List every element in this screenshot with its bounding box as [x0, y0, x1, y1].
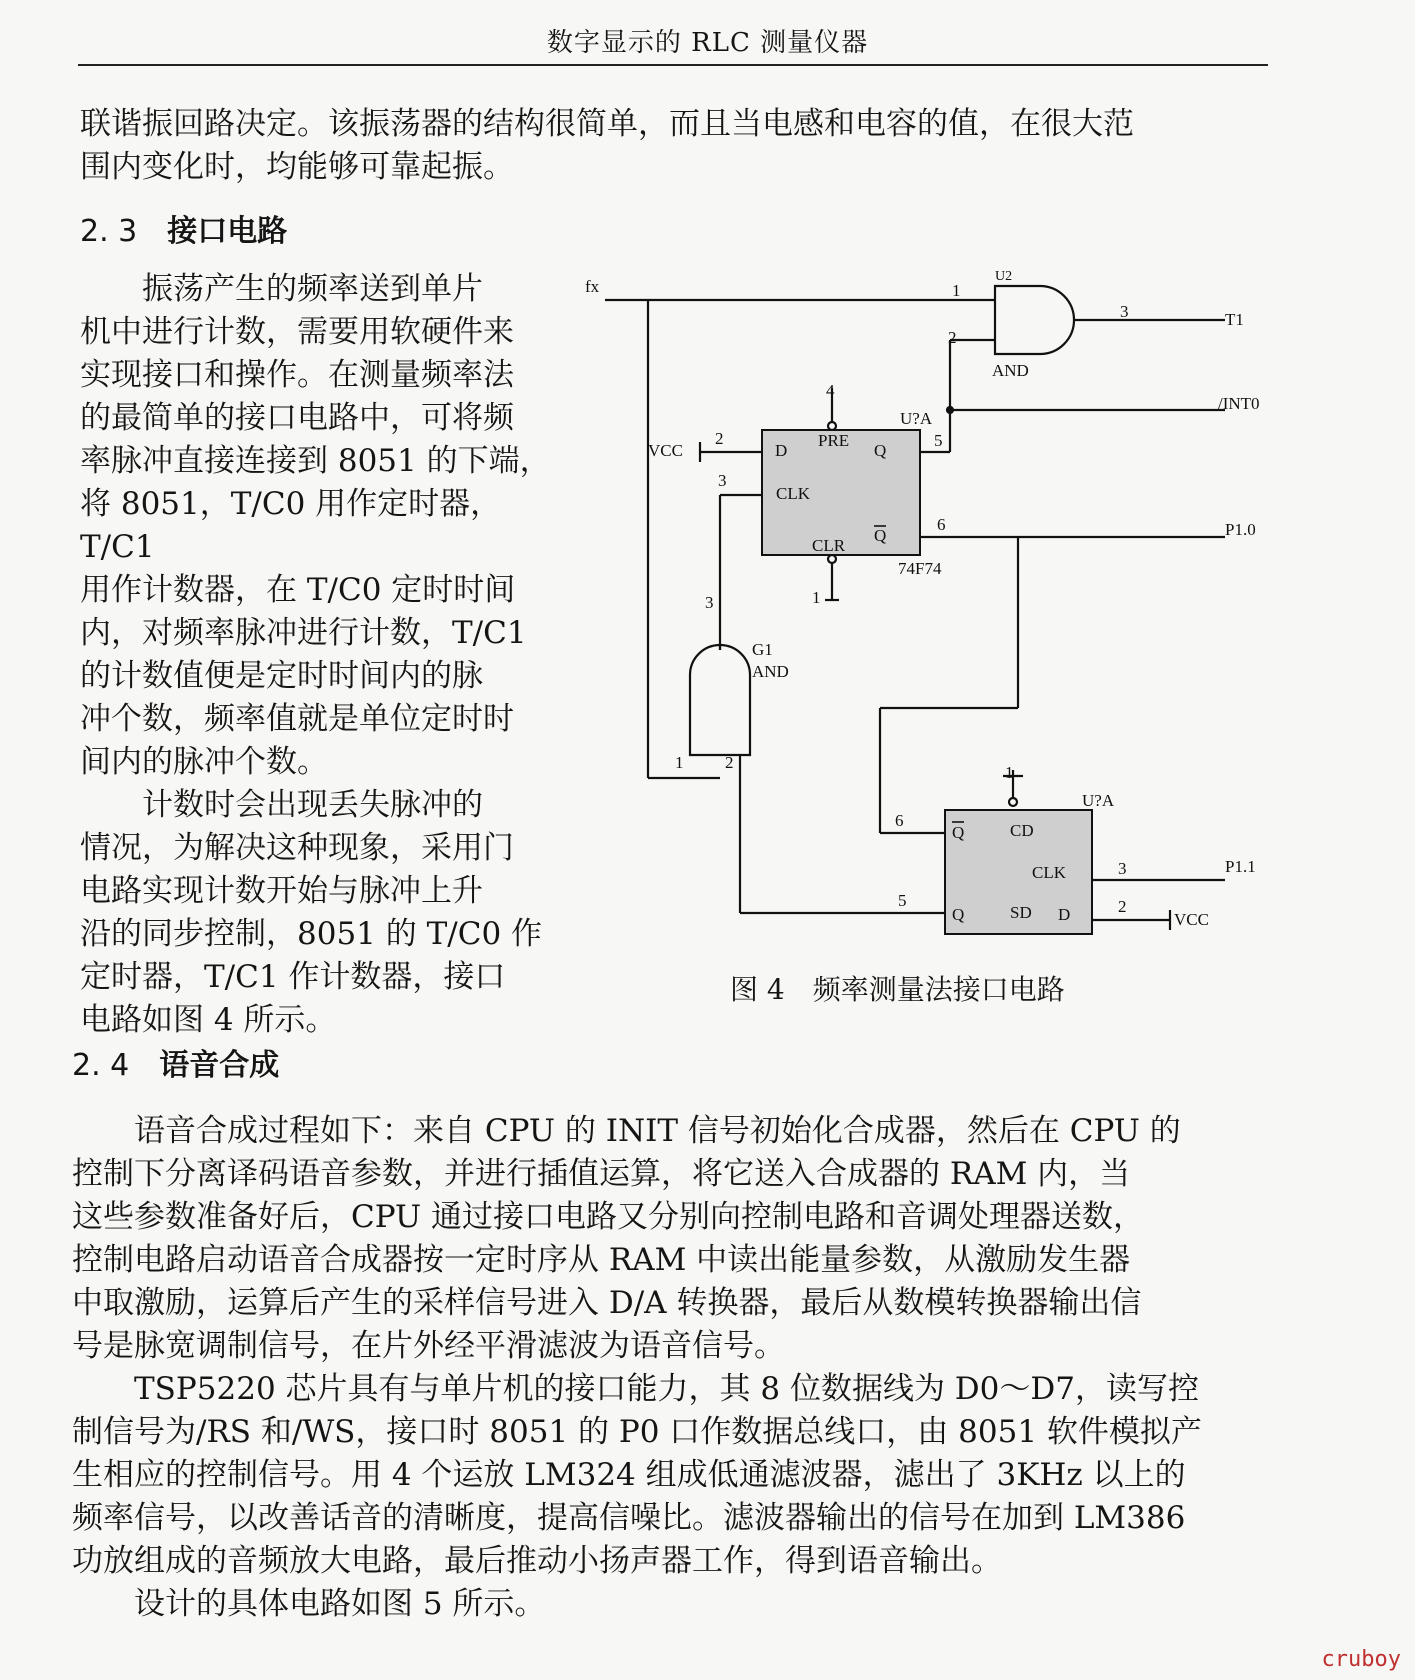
- part-label: G1: [752, 640, 773, 659]
- section-2-3-body: [80, 268, 560, 1042]
- pin-label: CLK: [776, 484, 810, 503]
- pin-number: 4: [826, 381, 835, 400]
- section-number: 2. 4: [72, 1048, 130, 1083]
- text-line: 将 8051，T/C0 用作定时器，T/C1: [80, 486, 502, 565]
- signal-label: /INT0: [1218, 394, 1260, 413]
- running-header: 数字显示的 RLC 测量仪器: [546, 28, 869, 58]
- text-line: 号是脉宽调制信号，在片外经平滑滤波为语音信号。: [72, 1328, 785, 1364]
- pin-number: 5: [934, 431, 943, 450]
- pin-number: 1: [675, 753, 684, 772]
- pin-number: 3: [1118, 859, 1127, 878]
- pin-label: D: [1058, 905, 1071, 924]
- section-heading-2-4: [72, 1040, 279, 1084]
- pin-label: Q: [952, 823, 965, 842]
- paragraph: [72, 1110, 1272, 1368]
- pin-number: 3: [705, 593, 714, 612]
- section-title: 语音合成: [159, 1048, 280, 1083]
- text-line: 语音合成过程如下：来自 CPU 的 INIT 信号初始化合成器，然后在 CPU 的: [134, 1113, 1181, 1149]
- text-line: 间内的脉冲个数。: [80, 744, 328, 780]
- text-line: 内，对频率脉冲进行计数，T/C1: [80, 615, 527, 651]
- pin-label: Q: [874, 441, 887, 460]
- text-line: 电路实现计数开始与脉冲上升: [80, 873, 483, 909]
- signal-label: P1.0: [1225, 520, 1256, 539]
- pin-label: CD: [1010, 821, 1034, 840]
- gate-type-label: AND: [992, 361, 1029, 380]
- text-line: 沿的同步控制，8051 的 T/C0 作: [80, 916, 543, 952]
- pin-number: 2: [715, 429, 724, 448]
- paragraph: 设计的具体电路如图 5 所示。: [134, 1586, 546, 1622]
- text-line: TSP5220 芯片具有与单片机的接口能力，其 8 位数据线为 D0～D7，读写控: [134, 1371, 1199, 1407]
- gate-type-label: AND: [752, 662, 789, 681]
- pin-label: Q: [874, 526, 887, 545]
- text-line: 率脉冲直接连接到 8051 的下端，: [80, 443, 551, 479]
- pin-number: 1: [952, 281, 961, 300]
- pin-number: 2: [1118, 897, 1127, 916]
- intro-paragraph: [80, 103, 1270, 189]
- text-line: 振荡产生的频率送到单片: [142, 271, 483, 307]
- pin-number: 3: [718, 471, 727, 490]
- pin-label: CLR: [812, 536, 846, 555]
- text-line: 电路如图 4 所示。: [80, 1002, 337, 1038]
- section-2-4-body: [72, 1110, 1272, 1626]
- text-line: 控制下分离译码语音参数，并进行插值运算，将它送入合成器的 RAM 内，当: [72, 1156, 1131, 1192]
- pin-number: 6: [937, 515, 946, 534]
- part-label: 74F74: [898, 559, 942, 578]
- pin-label: Q: [952, 905, 965, 924]
- text-line: 的计数值便是定时时间内的脉: [80, 658, 483, 694]
- watermark: cruboy: [1321, 1647, 1401, 1672]
- pin-label: PRE: [818, 431, 850, 450]
- pin-number: 6: [895, 811, 904, 830]
- text-line: 冲个数，频率值就是单位定时时: [80, 701, 514, 737]
- section-number: 2. 3: [80, 214, 138, 249]
- text-line: 计数时会出现丢失脉冲的: [142, 787, 483, 823]
- power-label: VCC: [1174, 910, 1209, 929]
- text-line: 这些参数准备好后，CPU 通过接口电路又分别向控制电路和音调处理器送数，: [72, 1199, 1145, 1235]
- figure-4-circuit: [580, 262, 1270, 962]
- pin-label: SD: [1010, 903, 1032, 922]
- signal-label: T1: [1225, 310, 1244, 329]
- paragraph: [72, 1368, 1272, 1583]
- header-rule: [78, 64, 1268, 66]
- text-line: 功放组成的音频放大电路，最后推动小扬声器工作，得到语音输出。: [72, 1543, 1002, 1579]
- figure-caption: 图 4 频率测量法接口电路: [730, 973, 1065, 1006]
- text-line: 生相应的控制信号。用 4 个运放 LM324 组成低通滤波器，滤出了 3KHz 以上的: [72, 1457, 1186, 1493]
- intro-line: 联谐振回路决定。该振荡器的结构很简单，而且当电感和电容的值，在很大范: [80, 106, 1134, 142]
- pin-label: CLK: [1032, 863, 1066, 882]
- text-line: 情况，为解决这种现象，采用门: [80, 830, 514, 866]
- intro-line: 围内变化时，均能够可靠起振。: [80, 149, 514, 185]
- power-label: VCC: [648, 441, 683, 460]
- part-label: U?A: [900, 409, 933, 428]
- text-line: 实现接口和操作。在测量频率法: [80, 357, 514, 393]
- pin-number: 1: [1005, 763, 1014, 782]
- pin-number: 2: [948, 328, 957, 347]
- text-line: 机中进行计数，需要用软硬件来: [80, 314, 514, 350]
- signal-label: fx: [585, 277, 600, 296]
- pin-number: 1: [812, 588, 821, 607]
- paragraph: [80, 268, 560, 784]
- pin-number: 2: [725, 753, 734, 772]
- text-line: 中取激励，运算后产生的采样信号进入 D/A 转换器，最后从数模转换器输出信: [72, 1285, 1142, 1321]
- pin-number: 3: [1120, 302, 1129, 321]
- pin-number: 5: [898, 891, 907, 910]
- text-line: 频率信号，以改善话音的清晰度，提高信噪比。滤波器输出的信号在加到 LM386: [72, 1500, 1186, 1536]
- text-line: 定时器，T/C1 作计数器，接口: [80, 959, 506, 995]
- part-label: U2: [995, 269, 1013, 284]
- text-line: 的最简单的接口电路中，可将频: [80, 400, 514, 436]
- section-title: 接口电路: [167, 214, 288, 249]
- text-line: 制信号为/RS 和/WS，接口时 8051 的 P0 口作数据总线口，由 8051 软件模拟产: [72, 1414, 1202, 1450]
- signal-label: P1.1: [1225, 857, 1256, 876]
- pin-label: D: [775, 441, 788, 460]
- paragraph: [80, 784, 560, 1042]
- section-heading-2-3: [80, 206, 287, 250]
- text-line: 用作计数器，在 T/C0 定时时间: [80, 572, 516, 608]
- part-label: U?A: [1082, 791, 1115, 810]
- text-line: 控制电路启动语音合成器按一定时序从 RAM 中读出能量参数，从激励发生器: [72, 1242, 1131, 1278]
